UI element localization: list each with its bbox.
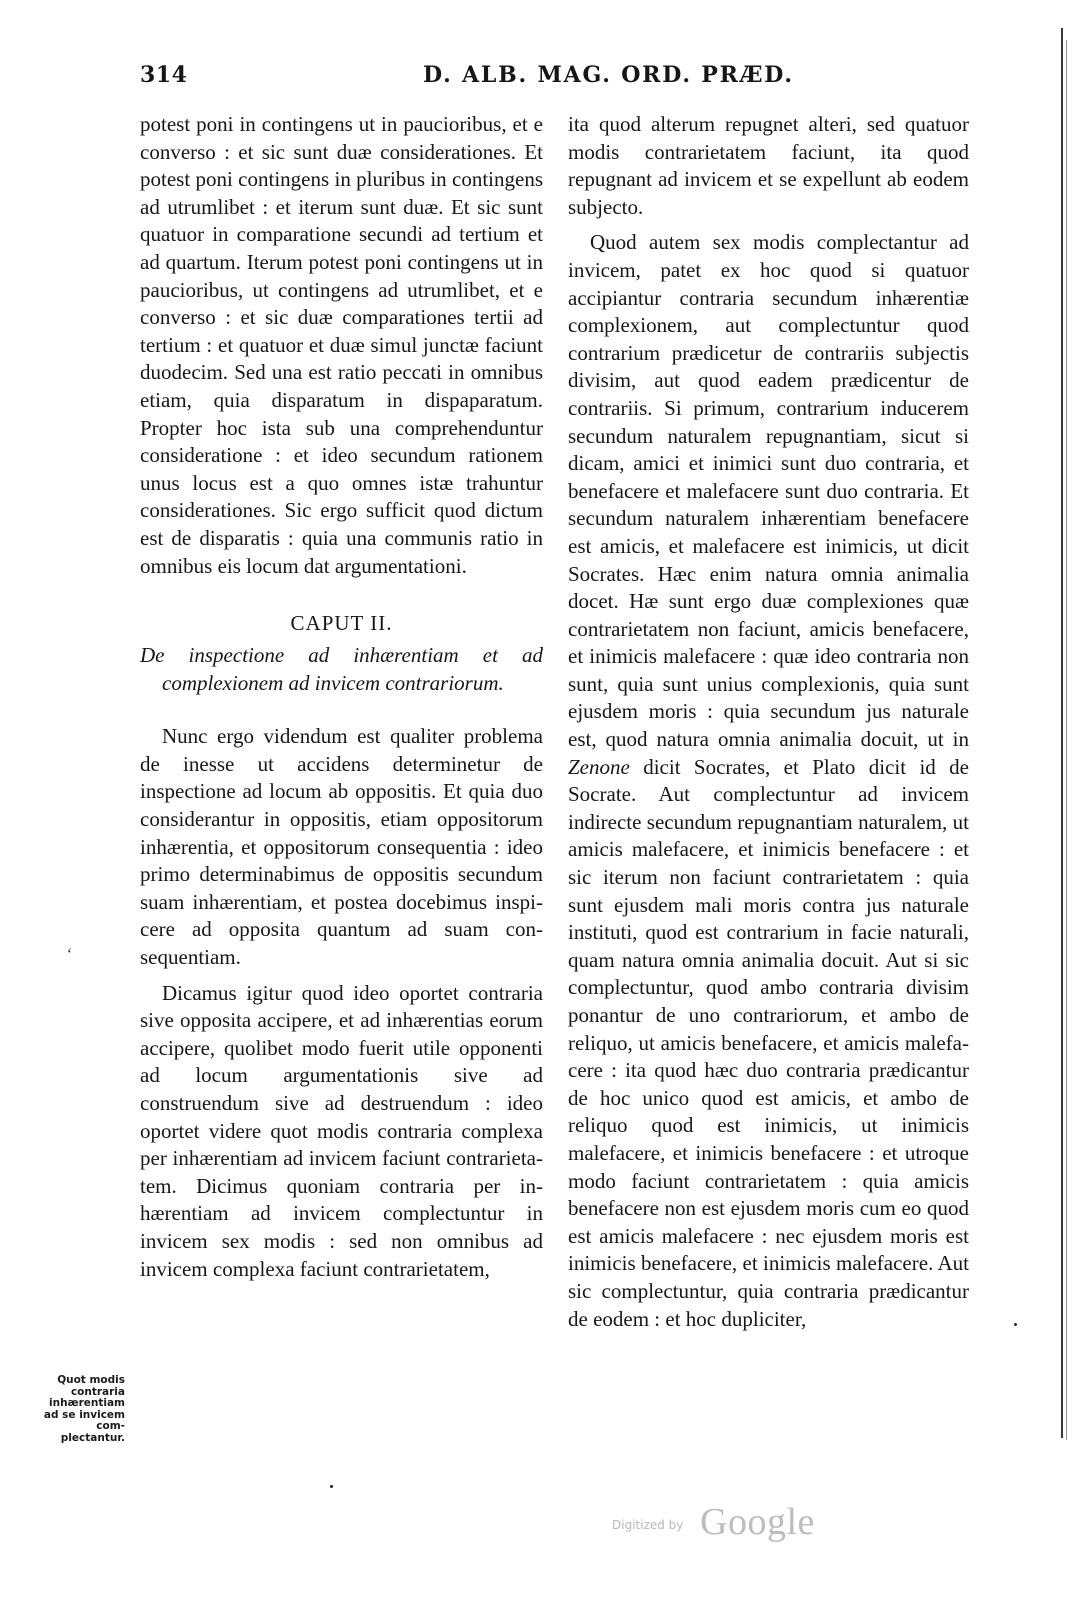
left-paragraph-1: potest poni in contingens ut in paucioribus, et e converso : et sic sunt duæ considerationes. Et potest poni contingens in pluribus in contingens ad utrumlibet : et iterum sunt duæ. Et sic sunt quatuor in comparatione secundi ad tertium et ad quartum. Iterum potest poni contingens ut in paucioribus, ut contingens ad utrumlibet, et e converso : et sic duæ comparationes tertii ad tertium : et quatuor et duæ simul junctæ faciunt duodecim. Sed una est ratio peccati in omnibus etiam, quia disparatum in dispaparatum. Propter hoc ista sub una comprehenduntur consideratione : et ideo secundum rationem unus locus est a quo omnes istæ trahuntur considerationes. Sic ergo sufficit quod dictum est de disparatis : quia una communis ratio in omnibus eis locum dat argumentationi. bbox=[140, 112, 543, 578]
digitized-watermark bbox=[612, 1500, 842, 1550]
right-paragraph-2-start: Quod autem sex modis complectantur ad invicem, patet ex hoc quod si quatuor accipiantur contraria secundum inhærentiæ complexionem, aut complectuntur quod contrarium prædicetur de contrariis subjectis divisim, aut quod eadem prædicentur de contrariis. Si primum, contrarium inducerem secundum naturalem repugnantiam, sicut si dicam, amici et inimici sunt duo contraria, et benefacere et malefacere sunt duo contraria. Et secundum naturalem inhærentiam benefacere est amicis, et malefacere est inimicis, ut dicit Socrates. Hæc enim natura omnia animalia docet. Hæ sunt ergo duæ complexiones quæ contrarietatem non faciunt, amicis benefacere, et inimicis malefacere : quæ ideo contraria non sunt, quia sunt unius complexionis, quia sunt ejusdem moris : quia secundum jus naturale est, quod natura omnia animalia docuit, ut in bbox=[568, 230, 969, 752]
right-column bbox=[568, 111, 969, 1333]
left-paragraph-3: Dicamus igitur quod ideo oportet contraria sive opposita accipere, et ad inhærentias eorum accipere, quolibet modo fuerit utile opponenti ad locum argumentationis sive ad construendum sive ad destruendum : ideo oportet videre quot modis contraria complexa per inhærentiam ad invicem faciunt contrarietatem. Dicimus quoniam contraria per inhærentiam ad invicem complectuntur in invicem sex modis : sed non omnibus ad invicem complexa faciunt contrarietatem, bbox=[140, 980, 543, 1281]
right-paragraph-1: ita quod alterum repugnet alteri, sed quatuor modis contrarietatem faciunt, ita quod repugnant ad invicem et se expellunt ab eodem subjecto. bbox=[568, 112, 969, 219]
page-header bbox=[140, 62, 980, 96]
page-edge-line bbox=[1061, 28, 1063, 1438]
running-head: D. ALB. MAG. ORD. PRÆD. bbox=[423, 62, 794, 88]
left-column bbox=[140, 111, 543, 1283]
ink-speck bbox=[330, 1485, 333, 1488]
right-paragraph-2 bbox=[568, 229, 969, 1333]
watermark-small-text: Digitized by bbox=[612, 1518, 684, 1532]
right-paragraph-2-end: dicit Socrates, et Plato dicit id de Socrate. Aut complectuntur ad invicem indirecte secundum repugnantiam naturalem, ut amicis malefacere, et inimicis benefacere : et sic iterum non faciunt contrarietatem : quia sunt ejusdem mali moris contra jus naturale instituti, quod est contrarium in facie naturali, quam natura omnia animalia docuit. Aut si sic complectuntur, quod ambo contraria divisim ponantur de uno contrariorum, et ambo de reliquo, ut amicis benefacere, et amicis malefacere : ita quod hæc duo contraria prædicantur de hoc unico quod est amicis, et ambo de reliquo quod est inimicis, ut inimicis malefacere, et inimicis benefacere : et utroque modo faciunt contrarietatem : quia amicis benefacere non est ejusdem moris cum eo quod est amicis malefacere : nec ejusdem moris est inimicis benefacere, et inimicis malefacere. Aut sic complectuntur, quia contraria prædicantur de eodem : et hoc dupliciter, bbox=[568, 754, 969, 1331]
page-number: 314 bbox=[140, 62, 188, 88]
italic-name-zenone: Zenone bbox=[568, 754, 630, 779]
watermark-logo-text: Google bbox=[700, 1501, 815, 1543]
margin-note: Quot modis contraria inhærentiam ad se invicem complectantur. bbox=[43, 1374, 125, 1444]
ink-speck bbox=[1014, 1323, 1017, 1326]
chapter-subtitle: De inspectione ad inhærentiam et ad complexionem ad invicem contrariorum. bbox=[140, 643, 543, 695]
stray-ink-mark: ʻ bbox=[66, 946, 72, 963]
chapter-title: CAPUT II. bbox=[290, 611, 393, 636]
left-paragraph-2: Nunc ergo videndum est qualiter problema de inesse ut accidens determinetur de inspectione ad locum ab oppositis. Et quia duo considerantur in oppositis, etiam oppositorum inhærentia, et oppositorum consequentia : ideo primo determinabimus de oppositis secundum suam inhærentiam, et postea docebimus inspicere ad opposita quantum ad suam consequentiam. bbox=[140, 724, 543, 970]
page-edge-shadow bbox=[1066, 40, 1067, 1440]
